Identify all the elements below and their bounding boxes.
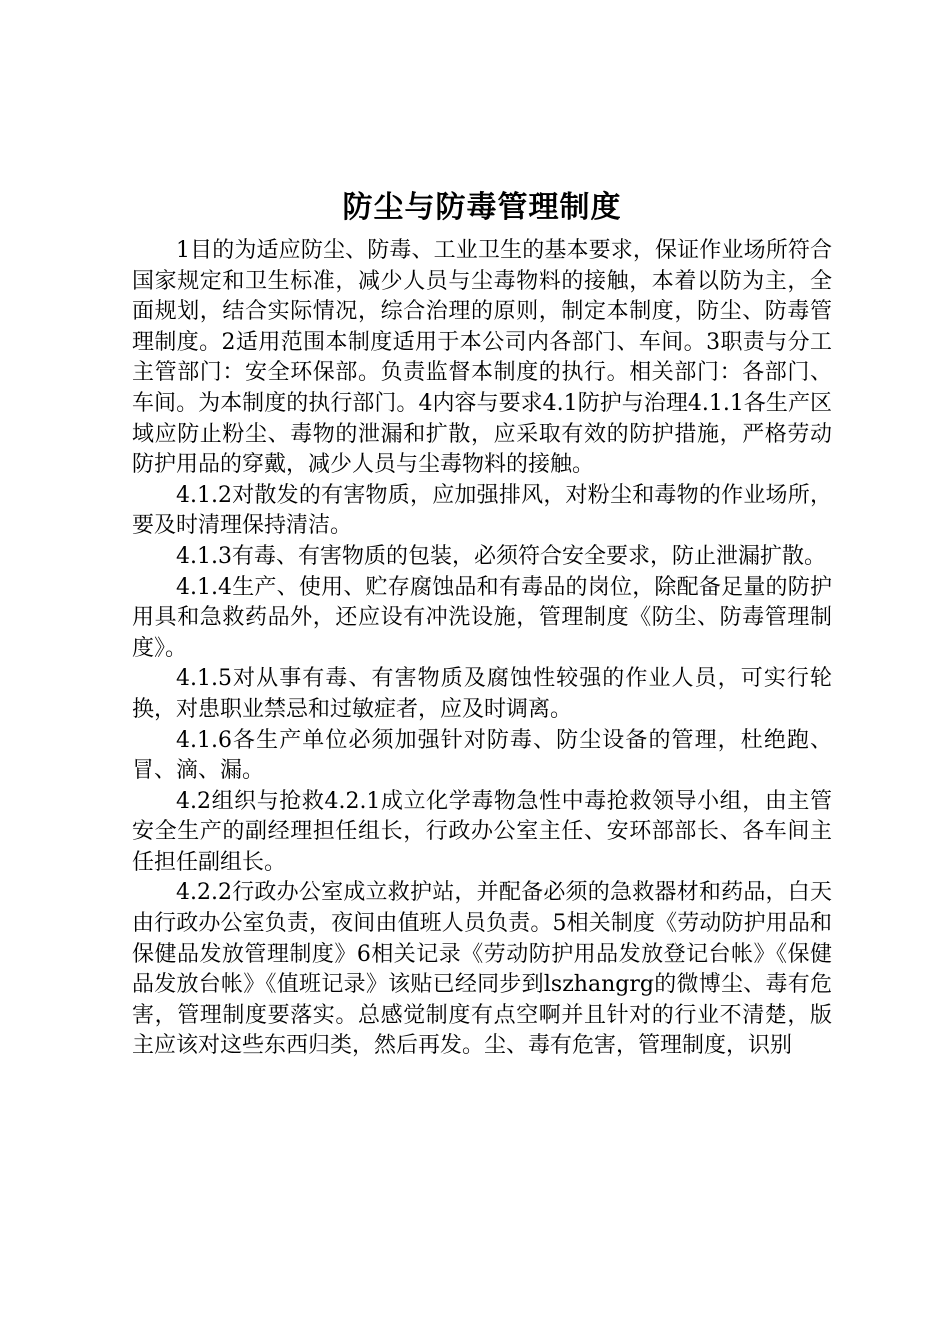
paragraph-4-1-4: 4.1.4生产、使用、贮存腐蚀品和有毒品的岗位，除配备足量的防护用具和急救药品外，还应设有冲洗设施，管理制度《防尘、防毒管理制度》。 [132,574,832,661]
paragraph-4-1-6: 4.1.6各生产单位必须加强针对防毒、防尘设备的管理，杜绝跑、冒、滴、漏。 [132,727,832,784]
paragraph-4-1-3: 4.1.3有毒、有害物质的包装，必须符合安全要求，防止泄漏扩散。 [176,543,826,569]
paragraph-purpose-scope-duties: 1目的为适应防尘、防毒、工业卫生的基本要求，保证作业场所符合国家规定和卫生标准，减少人员与尘毒物料的接触，本着以防为主，全面规划，结合实际情况，综合治理的原则，制定本制度，防尘、防毒管理制度。2适用范围本制度适用于本公司内各部门、车间。3职责与分工主管部门：安全环保部。负责监督本制度的执行。相关部门：各部门、车间。为本制度的执行部门。4内容与要求4.1防护与治理4.1.1各生产区域应防止粉尘、毒物的泄漏和扩散，应采取有效的防护措施，严格劳动防护用品的穿戴，减少人员与尘毒物料的接触。 [132,238,832,478]
document-page [132,186,832,1062]
paragraph-4-2-2: 4.2.2行政办公室成立救护站，并配备必须的急救器材和药品，白天由行政办公室负责，夜间由值班人员负责。5相关制度《劳动防护用品和保健品发放管理制度》6相关记录《劳动防护用品发放登记台帐》《保健品发放台帐》《值班记录》该贴已经同步到lszhangrg的微博尘、毒有危害，管理制度要落实。总感觉制度有点空啊并且针对的行业不清楚，版主应该对这些东西归类，然后再发。尘、毒有危害，管理制度，识别 [132,880,832,1059]
document-title: 防尘与防毒管理制度 [342,190,622,225]
paragraph-4-2: 4.2组织与抢救4.2.1成立化学毒物急性中毒抢救领导小组，由主管安全生产的副经理担任组长，行政办公室主任、安环部部长、各车间主任担任副组长。 [132,788,832,875]
paragraph-4-1-2: 4.1.2对散发的有害物质，应加强排风，对粉尘和毒物的作业场所，要及时清理保持清洁。 [132,482,832,539]
paragraph-4-1-5: 4.1.5对从事有毒、有害物质及腐蚀性较强的作业人员，可实行轮换，对患职业禁忌和过敏症者，应及时调离。 [132,666,832,722]
